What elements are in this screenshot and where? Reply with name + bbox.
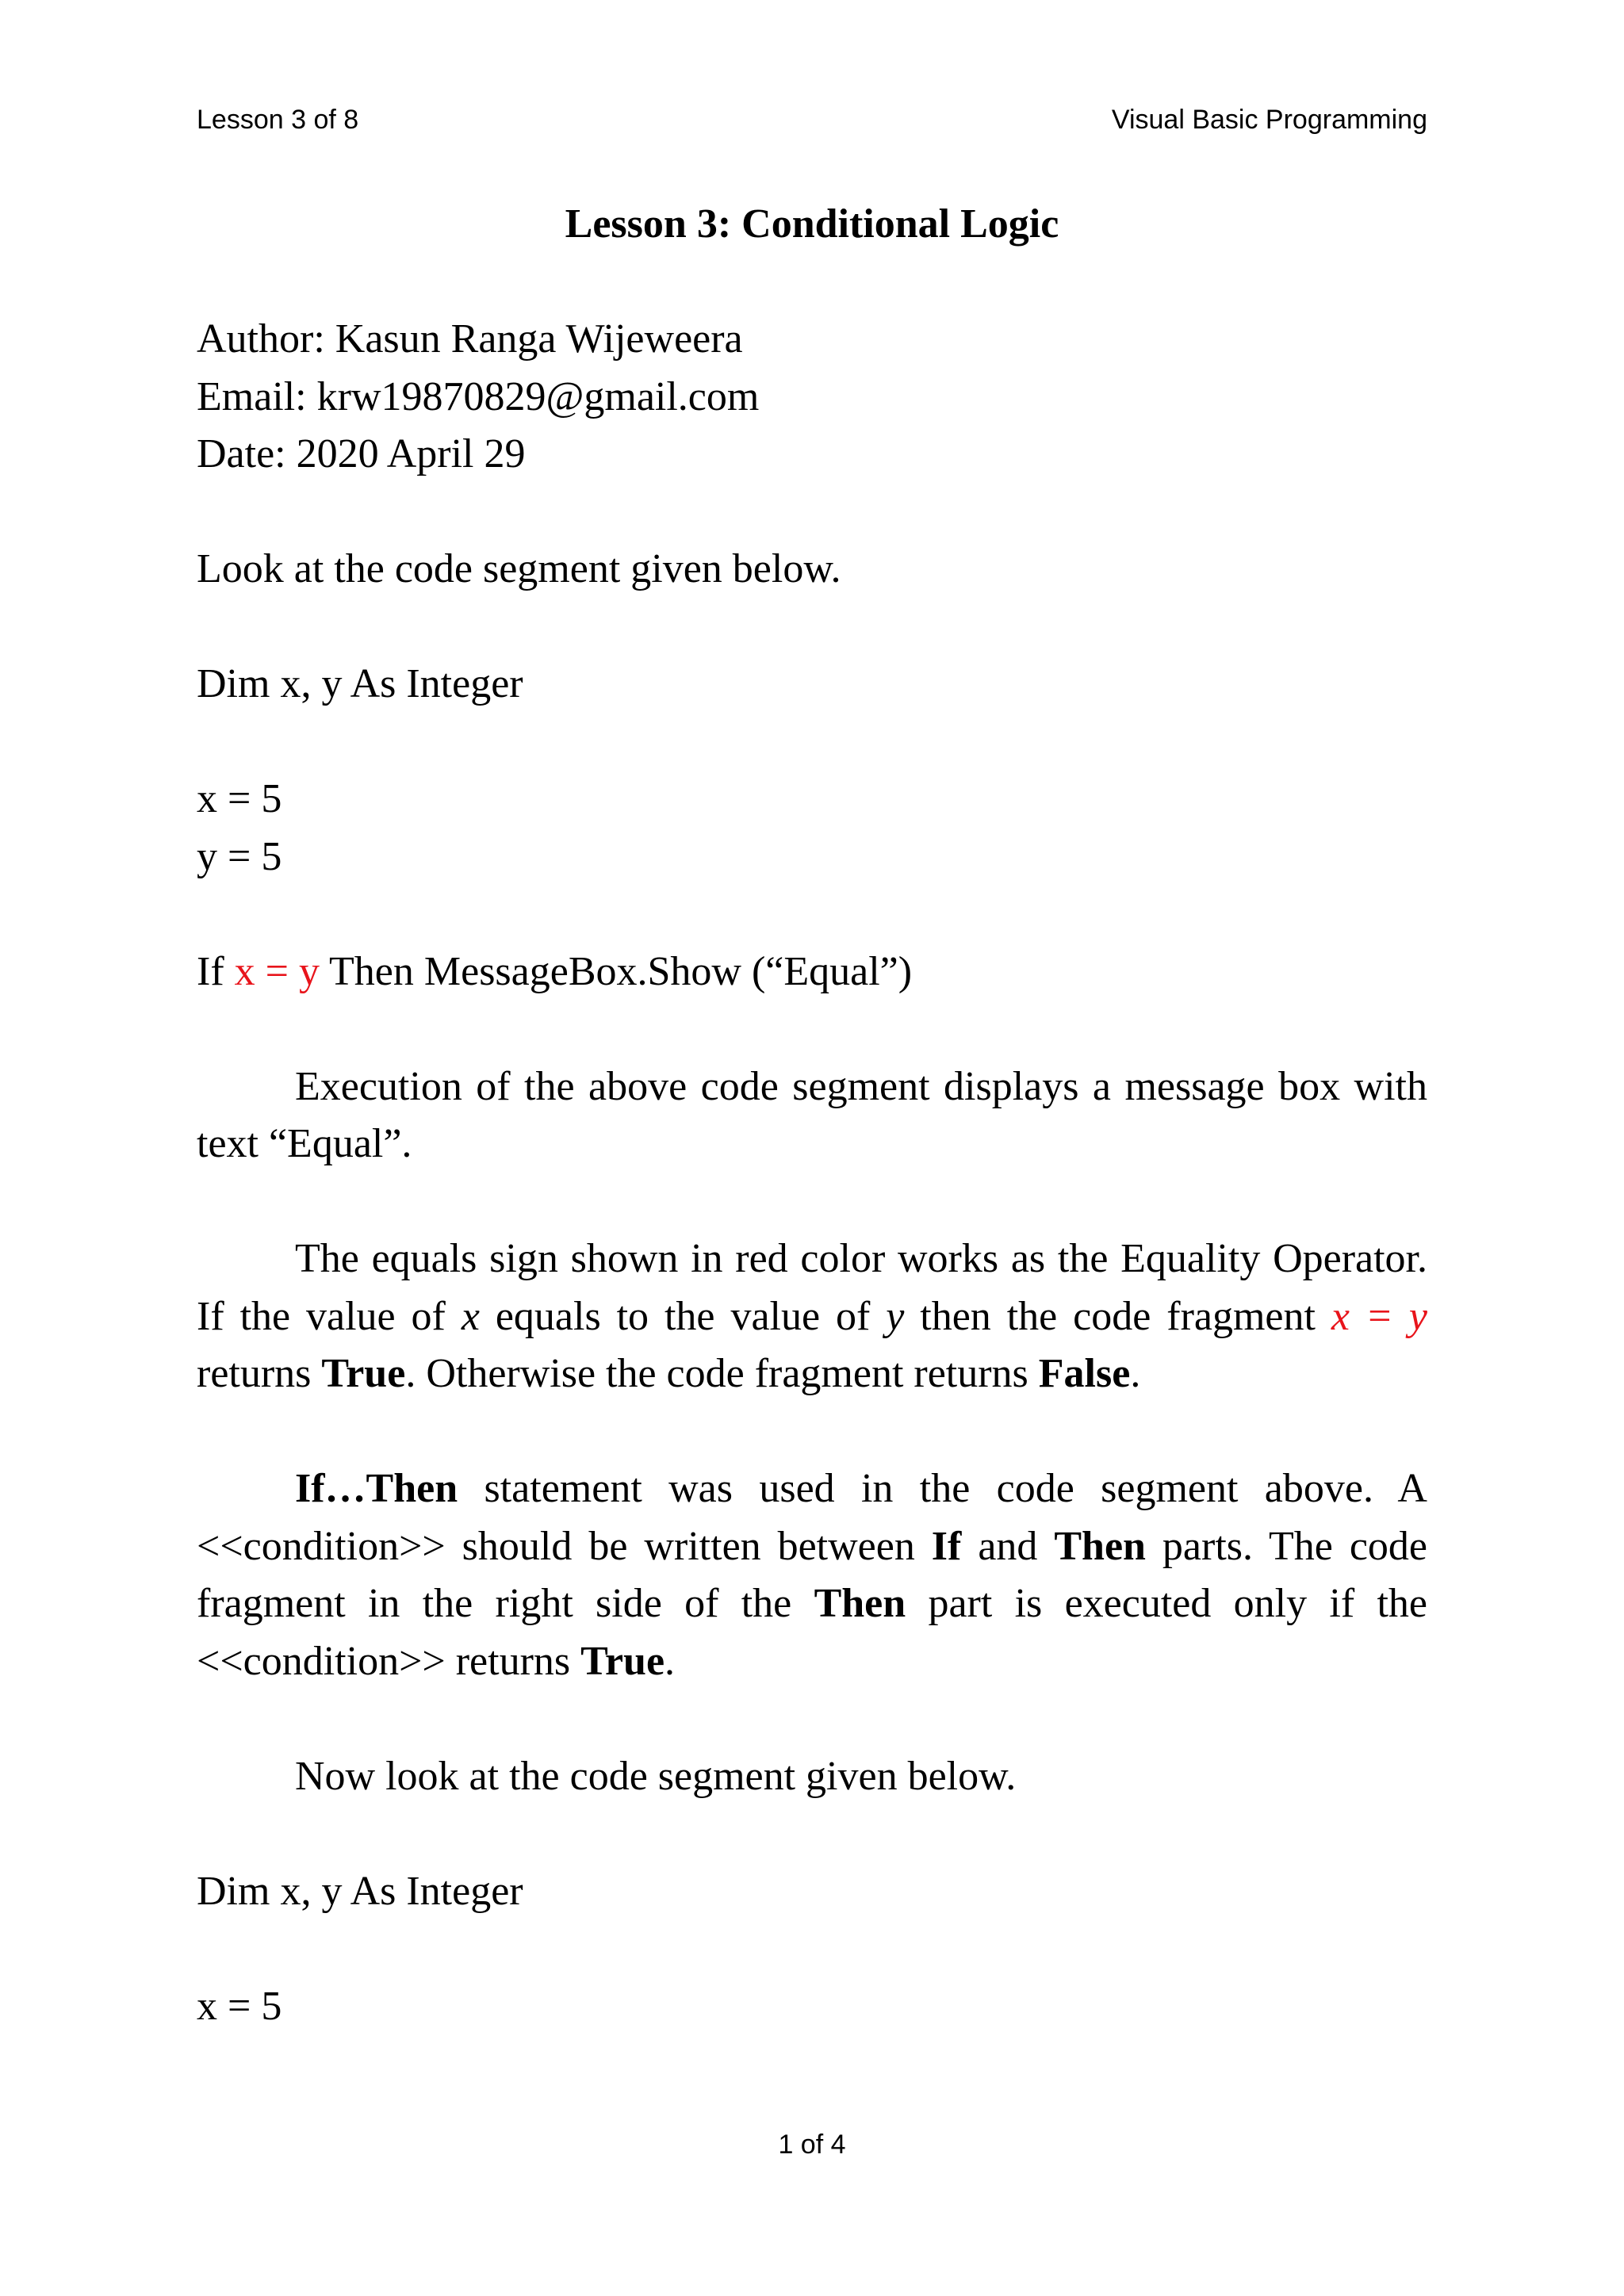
code2-x-assign: x = 5 [197,1983,282,2029]
text-run: returns [197,1351,322,1396]
page-content [197,196,1427,2035]
text-run: parts. The code fragment in the right side of the [197,1523,1427,1626]
spacer [197,1403,1427,1461]
spacer [197,254,1427,312]
spacer [197,599,1427,656]
then-keyword: Then [814,1581,906,1626]
condition-highlight: x = y [234,948,320,994]
var-y: y [886,1293,905,1339]
paragraph-if-then [197,1460,1427,1690]
expression-highlight: x = y [1331,1293,1428,1339]
paragraph-execution: Execution of the above code segment displays a message box with text “Equal”. [197,1063,1427,1166]
code2-dim-line: Dim x, y As Integer [197,1868,523,1914]
code1-x-assign: x = 5 [197,776,282,821]
code1-y-assign: y = 5 [197,833,282,879]
if-then-keyword: If…Then [295,1466,458,1511]
header-course-name: Visual Basic Programming [1111,105,1427,135]
page-title: Lesson 3: Conditional Logic [565,201,1059,247]
if-keyword: If [197,948,235,994]
text-run: The equals sign shown in red color works as the Equality Operator. If the value of [197,1236,1427,1339]
text-run: and [961,1523,1055,1569]
text-run: . Otherwise the code fragment returns [405,1351,1039,1396]
paragraph-equality-operator [197,1230,1427,1403]
paragraph-now-look: Now look at the code segment given below. [295,1753,1017,1799]
spacer [197,714,1427,771]
page-header [197,100,1427,140]
text-run: then the code fragment [904,1293,1331,1339]
spacer [197,886,1427,943]
spacer [197,1173,1427,1231]
spacer [197,1920,1427,1978]
author-line: Author: Kasun Ranga Wijeweera [197,316,743,362]
text-run: equals to the value of [479,1293,887,1339]
date-line: Date: 2020 April 29 [197,431,526,476]
true-keyword: True [321,1351,406,1396]
code1-dim-line: Dim x, y As Integer [197,661,523,706]
intro-text: Look at the code segment given below. [197,546,841,591]
false-keyword: False [1038,1351,1131,1396]
text-run: part is executed only if the <<condition>> returns [197,1581,1427,1684]
then-clause: Then MessageBox.Show (“Equal”) [319,948,913,994]
then-keyword: Then [1054,1523,1146,1569]
spacer [197,1805,1427,1863]
spacer [197,1690,1427,1748]
text-run: . [665,1638,676,1684]
var-x: x [461,1293,480,1339]
code1-if-statement [197,943,1427,1001]
text-run: . [1130,1351,1141,1396]
header-lesson-number: Lesson 3 of 8 [197,105,359,135]
if-keyword: If [931,1523,962,1569]
spacer [197,484,1427,541]
email-line: Email: krw19870829@gmail.com [197,373,760,419]
spacer [197,1001,1427,1058]
text-run: statement was used in the code segment above. A <<condition>> should be written between [197,1466,1427,1569]
page-number: 1 of 4 [778,2130,846,2160]
true-keyword: True [580,1638,665,1684]
